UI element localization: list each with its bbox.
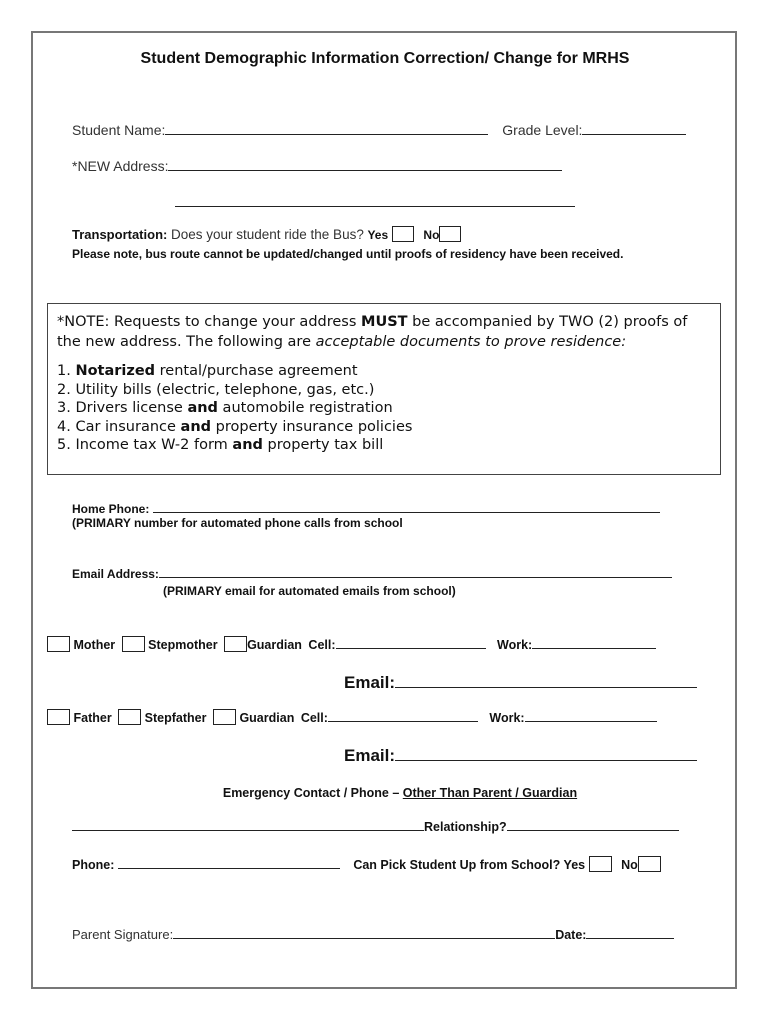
home-phone-row (72, 502, 660, 516)
new-address-label: *NEW Address: (72, 158, 169, 174)
father-email-row (344, 746, 697, 766)
father-cell-field[interactable] (328, 720, 478, 722)
emergency-phone-label: Phone: (72, 858, 115, 872)
student-name-field[interactable] (165, 133, 488, 135)
bus-no-checkbox[interactable] (439, 226, 461, 242)
grade-level-label: Grade Level: (502, 122, 583, 138)
list-item: 2. Utility bills (electric, telephone, gas, etc.) (57, 381, 375, 398)
father-checkbox[interactable] (47, 709, 70, 725)
student-name-row (72, 122, 686, 138)
email-row (72, 567, 672, 581)
father-email-label: Email: (344, 746, 396, 765)
guardian-label-2: Guardian (239, 711, 295, 725)
grade-level-field[interactable] (582, 133, 686, 135)
signature-row (72, 926, 674, 944)
list-item: 3. Drivers license and automobile registration (57, 400, 393, 417)
father-work-field[interactable] (525, 720, 657, 722)
list-item: 4. Car insurance and property insurance policies (57, 418, 413, 435)
transportation-note: Please note, bus route cannot be updated/changed until proofs of residency have been received. (72, 247, 624, 261)
mother-work-field[interactable] (532, 647, 656, 649)
parent-signature-label: Parent Signature: (72, 927, 174, 942)
address-row (72, 158, 562, 174)
guardian-checkbox[interactable] (224, 636, 247, 652)
address-proof-notice (47, 303, 721, 475)
emergency-phone-field[interactable] (118, 867, 340, 869)
mother-checkbox[interactable] (47, 636, 70, 652)
stepfather-checkbox[interactable] (118, 709, 141, 725)
stepmother-checkbox[interactable] (122, 636, 145, 652)
mother-email-label: Email: (344, 673, 396, 692)
emergency-contact-name-field[interactable] (72, 829, 424, 831)
notice-intro: *NOTE: Requests to change your address MUST be accompanied by TWO (2) proofs of the new address. The following are acceptable documents to prove residence: (57, 314, 688, 350)
father-row (47, 709, 657, 725)
mother-label: Mother (73, 638, 116, 652)
father-label: Father (73, 711, 112, 725)
date-field[interactable] (586, 937, 674, 939)
mother-email-field[interactable] (395, 686, 697, 688)
mother-email-row (344, 673, 697, 693)
guardian-label: Guardian (247, 638, 302, 652)
home-phone-note: (PRIMARY number for automated phone calls from school (72, 516, 403, 530)
email-address-field[interactable] (159, 576, 672, 578)
emergency-contact-row (72, 820, 679, 834)
proof-document-list (57, 362, 711, 455)
pickup-no-checkbox[interactable] (638, 856, 661, 872)
bus-yes-checkbox[interactable] (392, 226, 414, 242)
email-address-label: Email Address: (72, 567, 159, 581)
stepmother-label: Stepmother (148, 638, 218, 652)
pickup-yes-label: Yes (563, 858, 586, 872)
mother-cell-field[interactable] (336, 647, 486, 649)
emergency-heading: Emergency Contact / Phone – Other Than Parent / Guardian (222, 786, 578, 800)
relationship-field[interactable] (507, 829, 679, 831)
pickup-yes-checkbox[interactable] (589, 856, 612, 872)
bus-no-label: No (423, 228, 440, 242)
list-item: 5. Income tax W-2 form and property tax bill (57, 437, 384, 454)
emergency-phone-row (72, 856, 661, 872)
father-cell-label: Cell: (300, 711, 328, 725)
bus-yes-label: Yes (367, 228, 389, 242)
new-address-field-line2[interactable] (175, 206, 575, 207)
home-phone-label: Home Phone: (72, 502, 150, 516)
father-work-label: Work: (489, 711, 525, 725)
mother-work-label: Work: (497, 638, 533, 652)
list-item: 1. Notarized rental/purchase agreement (57, 363, 358, 379)
new-address-field[interactable] (168, 169, 562, 171)
student-name-label: Student Name: (72, 122, 166, 138)
pickup-label: Can Pick Student Up from School? (353, 858, 561, 872)
transportation-question: Does your student ride the Bus? (170, 227, 364, 242)
home-phone-field[interactable] (153, 511, 660, 513)
parent-signature-field[interactable] (173, 937, 555, 939)
guardian-checkbox-2[interactable] (213, 709, 236, 725)
transportation-row (72, 226, 461, 242)
mother-cell-label: Cell: (308, 638, 336, 652)
email-note: (PRIMARY email for automated emails from school) (163, 584, 456, 598)
date-label: Date: (555, 928, 587, 942)
pickup-no-label: No (621, 858, 638, 872)
father-email-field[interactable] (395, 759, 697, 761)
form-title: Student Demographic Information Correction/ Change for MRHS (140, 50, 630, 67)
transportation-label: Transportation: (72, 227, 168, 242)
relationship-label: Relationship? (424, 820, 507, 834)
stepfather-label: Stepfather (144, 711, 207, 725)
mother-row (47, 636, 656, 652)
